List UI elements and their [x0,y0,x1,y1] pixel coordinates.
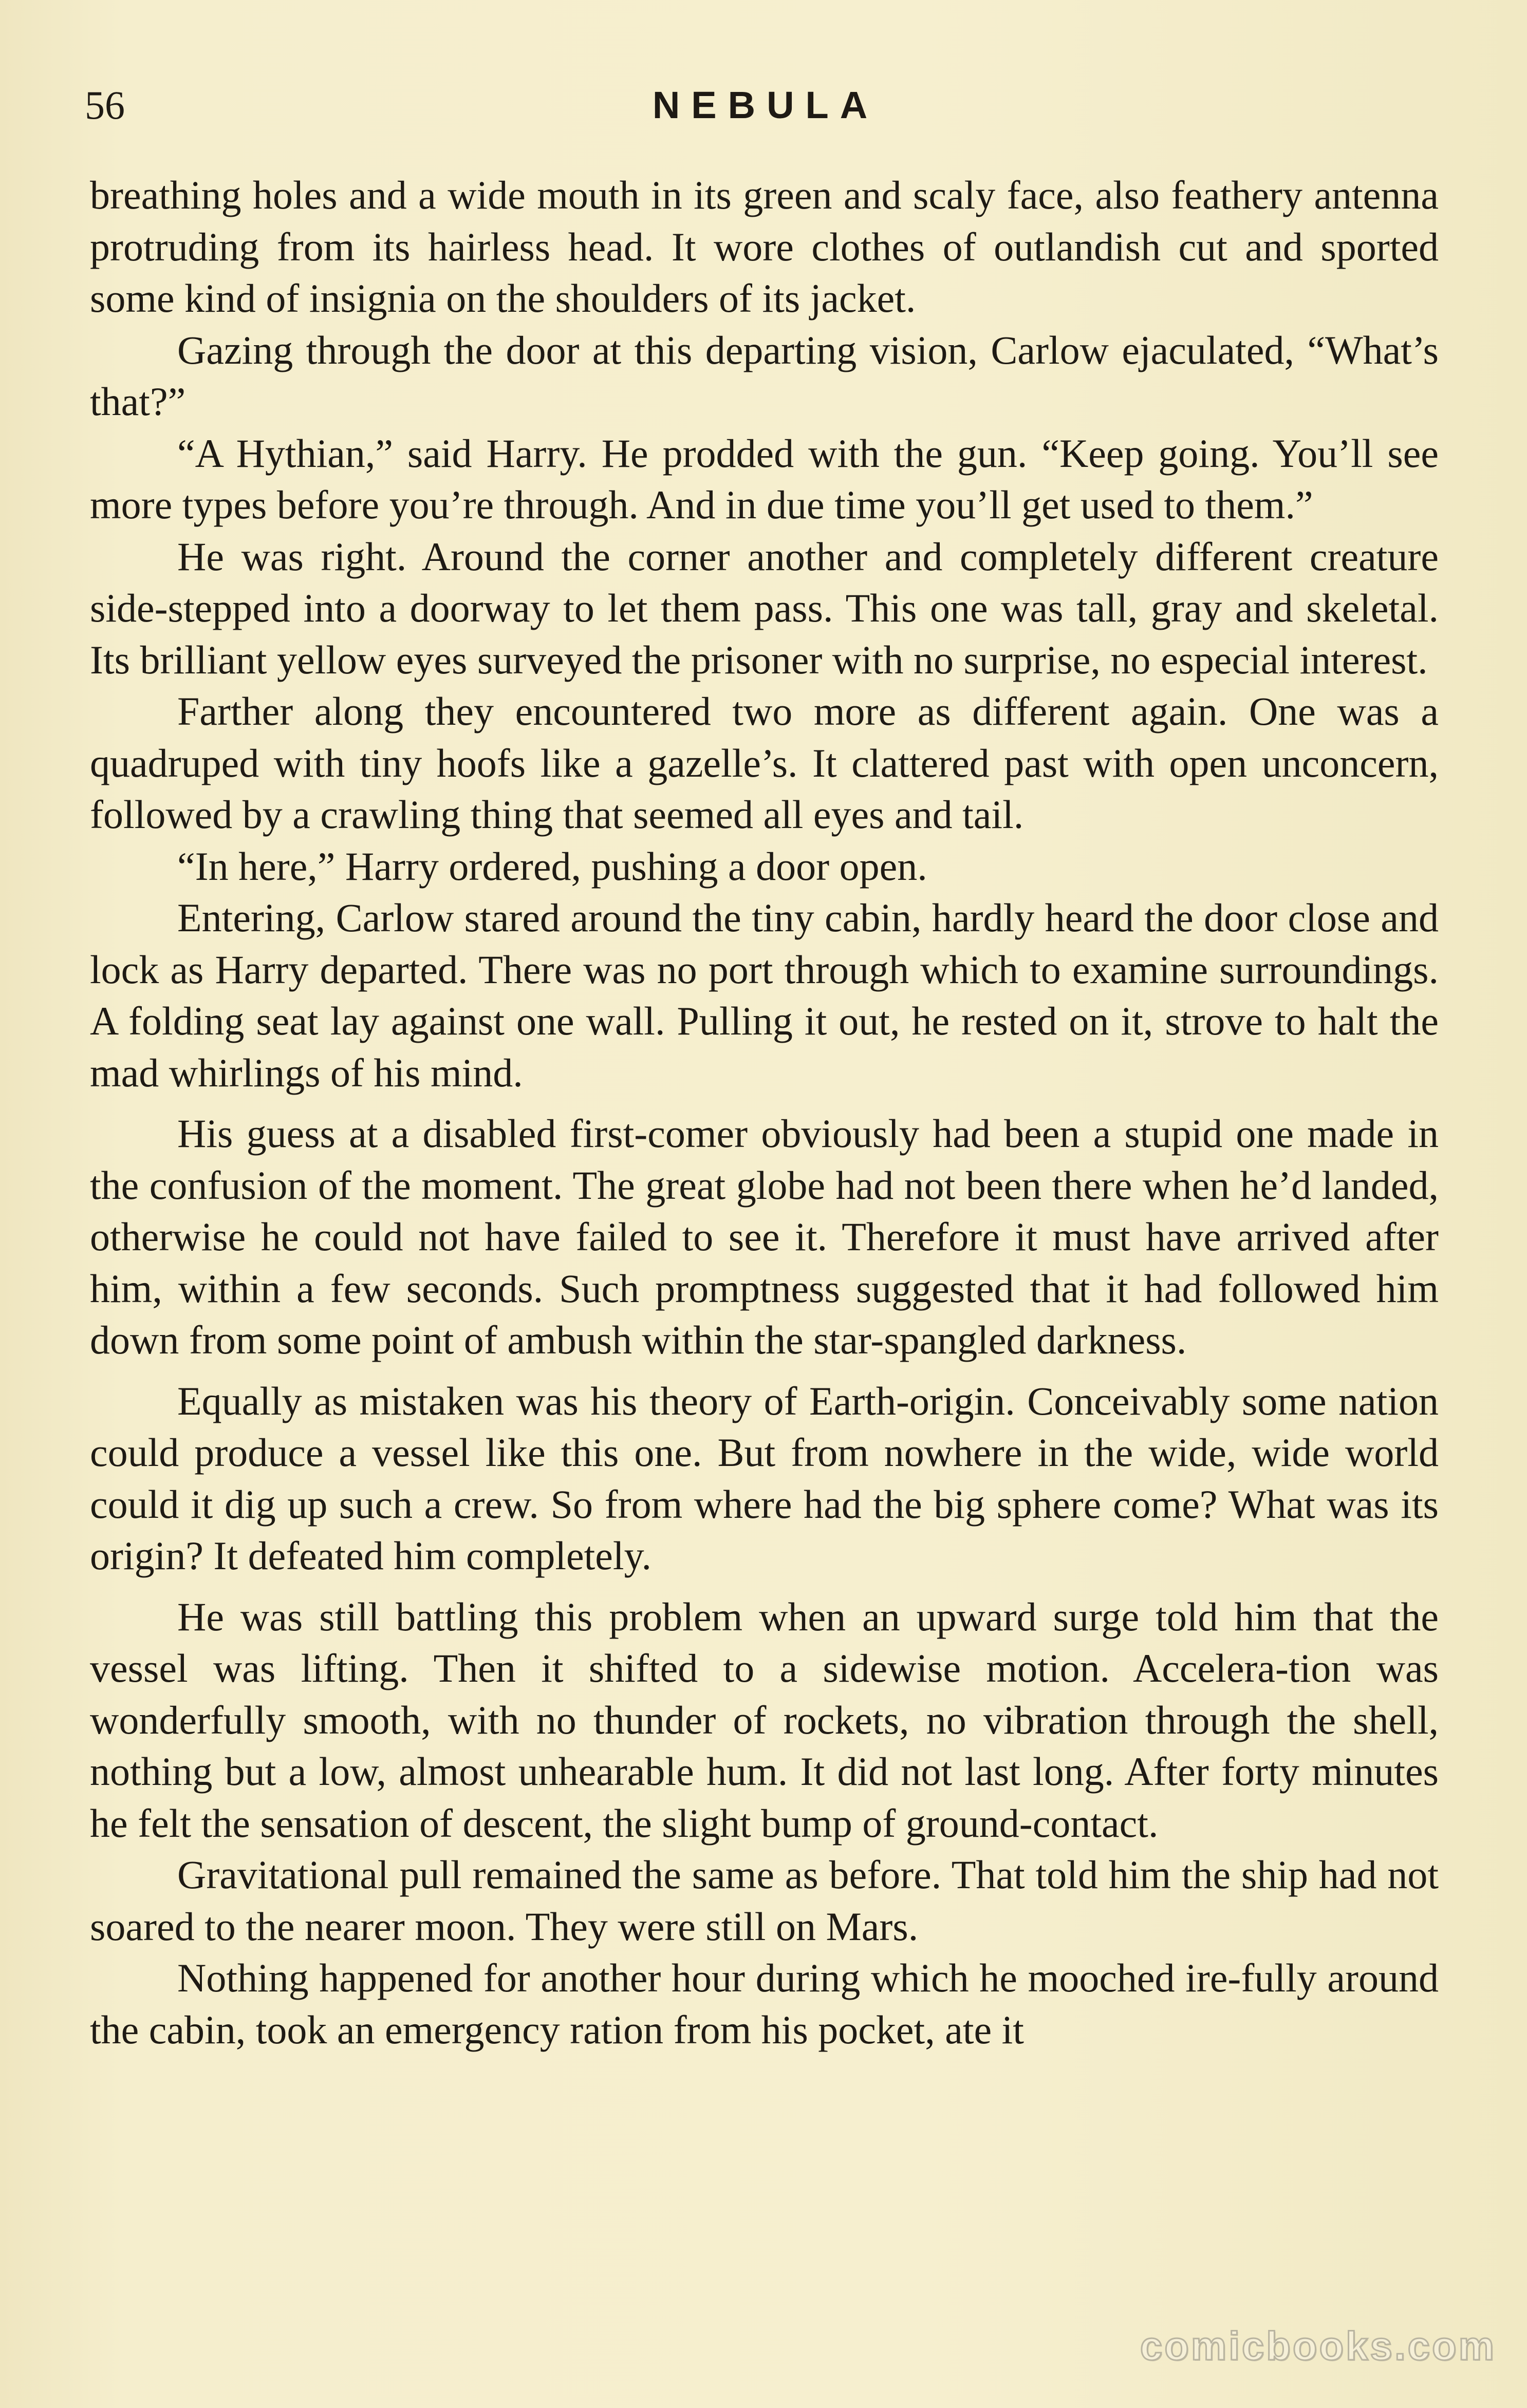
paragraph: “A Hythian,” said Harry. He prodded with the gun. “Keep going. You’ll see more types before you’re through. And in due time you’ll get used to them.” [90,430,1439,527]
page-header [85,77,1446,134]
paragraph: Farther along they encountered two more as different again. One was a quadruped with tiny hoofs like a gazelle’s. It clattered past with open unconcern, followed by a crawling thing that seemed all eyes and tail. [90,689,1439,837]
paragraph: breathing holes and a wide mouth in its green and scaly face, also feathery antenna protruding from its hairless head. It wore clothes of outlandish cut and sported some kind of insignia on the shoulders of its jacket. [90,173,1439,321]
page-number: 56 [85,83,125,127]
paragraph: He was right. Around the corner another and completely different creature side-stepped into a doorway to let them pass. This one was tall, gray and skeletal. Its brilliant yellow eyes surveyed the prisoner with no surprise, no especial interest. [90,534,1439,682]
paragraph: Entering, Carlow stared around the tiny cabin, hardly heard the door close and lock as Harry departed. There was no port through which to examine surroundings. A folding seat lay against one wall. Pulling it out, he rested on it, strove to halt the mad whirlings of his mind. [90,895,1439,1095]
running-title: NEBULA [652,84,879,126]
paragraph: Equally as mistaken was his theory of Earth-origin. Conceivably some nation could produce a vessel like this one. But from nowhere in the wide, wide world could it dig up such a crew. So from where had the big sphere come? What was its origin? It defeated him completely. [90,1378,1439,1578]
paragraph: Gravitational pull remained the same as before. That told him the ship had not soared to the nearer moon. They were still on Mars. [90,1852,1439,1949]
paragraph: Gazing through the door at this departing vision, Carlow ejaculated, “What’s that?” [90,327,1439,424]
paragraph: Nothing happened for another hour during which he mooched ire-fully around the cabin, took an emergency ration from his pocket, ate it [90,1955,1439,2052]
watermark: comicbooks.com [1140,2323,1496,2368]
paragraph: His guess at a disabled first-comer obviously had been a stupid one made in the confusion of the moment. The great globe had not been there when he’d landed, otherwise he could not have failed to see it. Therefore it must have arrived after him, within a few seconds. Such promptness suggested that it had followed him down from some point of ambush within the star-spangled darkness. [90,1111,1439,1362]
paragraph: “In here,” Harry ordered, pushing a door open. [177,843,927,889]
paragraph: He was still battling this problem when an upward surge told him that the vessel was lifting. Then it shifted to a sidewise motion. Accelera-tion was wonderfully smooth, with no thunder of rockets, no vibration through the shell, nothing but a low, almost unhearable hum. It did not last long. After forty minutes he felt the sensation of descent, the slight bump of ground-contact. [90,1594,1439,1846]
body-text [90,170,1439,2056]
